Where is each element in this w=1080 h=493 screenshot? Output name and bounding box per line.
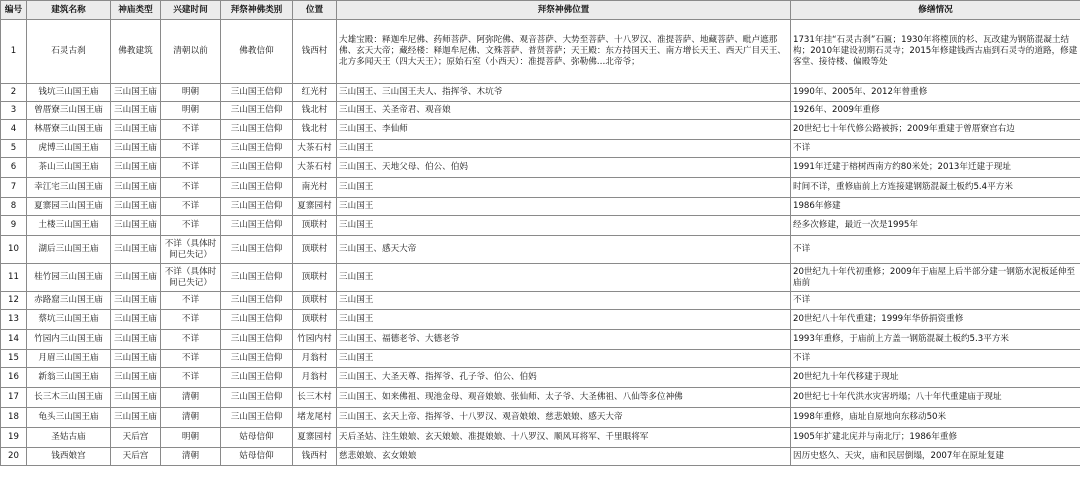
- table-row: [1, 102, 1080, 120]
- cell-no: 5: [1, 140, 27, 158]
- cell-location: 顶联村: [293, 310, 337, 330]
- cell-category: 三山国王信仰: [221, 292, 293, 310]
- cell-name: 土楼三山国王庙: [27, 216, 111, 236]
- cell-type: 三山国王庙: [111, 408, 161, 428]
- cell-no: 4: [1, 120, 27, 140]
- cell-repair: 不详: [791, 236, 1080, 264]
- cell-repair: 不详: [791, 292, 1080, 310]
- cell-category: 三山国王信仰: [221, 330, 293, 350]
- cell-type: 三山国王庙: [111, 292, 161, 310]
- cell-time: 不详: [161, 178, 221, 198]
- cell-name: 湖后三山国王庙: [27, 236, 111, 264]
- cell-repair: 1731年挂“石灵古刹”石匾；1930年将樘顶的杉、瓦改建为钢筋混凝土结构；2010年建设初期石灵寺；2015年修建钱西古庙到石灵寺的道路，修建客堂、接待楼、偏殿等处: [791, 20, 1080, 84]
- table-row: [1, 388, 1080, 408]
- cell-location: 堵龙尾村: [293, 408, 337, 428]
- cell-type: 三山国王庙: [111, 264, 161, 292]
- table-row: [1, 120, 1080, 140]
- cell-type: 三山国王庙: [111, 198, 161, 216]
- cell-no: 7: [1, 178, 27, 198]
- cell-time: 不详: [161, 368, 221, 388]
- cell-no: 20: [1, 448, 27, 466]
- header-deity: 拜祭神佛位置: [337, 1, 791, 20]
- cell-deity: 三山国王、天地父母、伯公、伯妈: [337, 158, 791, 178]
- cell-type: 三山国王庙: [111, 120, 161, 140]
- cell-time: 不详（具体时间已失记）: [161, 236, 221, 264]
- cell-type: 三山国王庙: [111, 368, 161, 388]
- cell-deity: 三山国王: [337, 310, 791, 330]
- cell-deity: 三山国王: [337, 178, 791, 198]
- cell-name: 龟头三山国王庙: [27, 408, 111, 428]
- cell-no: 2: [1, 84, 27, 102]
- cell-deity: 大雄宝殿：释迦牟尼佛、药师菩萨、阿弥陀佛、观音菩萨、大势至菩萨、十八罗汉、准提菩萨、地藏菩萨、毗卢遮那佛、玄天大帝；藏经楼：释迦牟尼佛、文殊菩萨、普贤菩萨；天王殿：东方持国天王、南方增长天王、西天广目天王、北方多闻天王（四大天王）；原始石室（小西天）：准提菩萨、弥勒佛…北帝爷；: [337, 20, 791, 84]
- cell-no: 1: [1, 20, 27, 84]
- cell-repair: 1986年修建: [791, 198, 1080, 216]
- cell-no: 11: [1, 264, 27, 292]
- cell-category: 三山国王信仰: [221, 102, 293, 120]
- cell-no: 10: [1, 236, 27, 264]
- cell-category: 姑母信仰: [221, 448, 293, 466]
- cell-deity: 三山国王: [337, 216, 791, 236]
- cell-category: 三山国王信仰: [221, 198, 293, 216]
- cell-name: 长三木三山国王庙: [27, 388, 111, 408]
- cell-time: 不详: [161, 310, 221, 330]
- cell-deity: 三山国王: [337, 350, 791, 368]
- cell-deity: 三山国王、李仙师: [337, 120, 791, 140]
- cell-no: 19: [1, 428, 27, 448]
- table-row: [1, 428, 1080, 448]
- cell-name: 圣姑古庙: [27, 428, 111, 448]
- cell-type: 天后宫: [111, 428, 161, 448]
- cell-name: 石灵古刹: [27, 20, 111, 84]
- cell-name: 钱坑三山国王庙: [27, 84, 111, 102]
- table-row: [1, 292, 1080, 310]
- cell-category: 三山国王信仰: [221, 120, 293, 140]
- cell-type: 佛教建筑: [111, 20, 161, 84]
- cell-location: 长三木村: [293, 388, 337, 408]
- cell-repair: 20世纪七十年代修公路被拆；2009年重建于曾厝寮宫右边: [791, 120, 1080, 140]
- cell-repair: 时间不详，重修庙前上方连接建钢筋混凝土板约5.4平方米: [791, 178, 1080, 198]
- cell-name: 林厝寮三山国王庙: [27, 120, 111, 140]
- header-row: [1, 1, 1080, 20]
- cell-deity: 三山国王: [337, 140, 791, 158]
- cell-name: 虎博三山国王庙: [27, 140, 111, 158]
- cell-type: 三山国王庙: [111, 140, 161, 158]
- cell-repair: 1991年迁建于榕树西南方约80米处；2013年迁建于现址: [791, 158, 1080, 178]
- cell-name: 赤路窟三山国王庙: [27, 292, 111, 310]
- cell-time: 不详: [161, 350, 221, 368]
- cell-repair: 1905年扩建北庑并与南北厅；1986年重修: [791, 428, 1080, 448]
- cell-time: 不详（具体时间已失记）: [161, 264, 221, 292]
- table-row: [1, 236, 1080, 264]
- cell-no: 13: [1, 310, 27, 330]
- cell-location: 顶联村: [293, 216, 337, 236]
- cell-location: 钱北村: [293, 102, 337, 120]
- cell-deity: 三山国王、感天大帝: [337, 236, 791, 264]
- cell-location: 夏寨园村: [293, 428, 337, 448]
- cell-time: 不详: [161, 158, 221, 178]
- cell-location: 竹园内村: [293, 330, 337, 350]
- cell-type: 三山国王庙: [111, 84, 161, 102]
- cell-type: 三山国王庙: [111, 216, 161, 236]
- cell-type: 三山国王庙: [111, 178, 161, 198]
- table-row: [1, 310, 1080, 330]
- cell-repair: 不详: [791, 350, 1080, 368]
- cell-type: 三山国王庙: [111, 158, 161, 178]
- cell-type: 三山国王庙: [111, 350, 161, 368]
- cell-deity: 慈悲娘娘、玄女娘娘: [337, 448, 791, 466]
- table-row: [1, 216, 1080, 236]
- cell-location: 红光村: [293, 84, 337, 102]
- cell-repair: 因历史悠久、天灾，庙和民居倒塌，2007年在原址复建: [791, 448, 1080, 466]
- cell-time: 不详: [161, 216, 221, 236]
- cell-name: 新翁三山国王庙: [27, 368, 111, 388]
- table-row: [1, 178, 1080, 198]
- cell-name: 蔡坑三山国王庙: [27, 310, 111, 330]
- header-name: 建筑名称: [27, 1, 111, 20]
- table-row: [1, 264, 1080, 292]
- header-category: 拜祭神佛类别: [221, 1, 293, 20]
- cell-no: 6: [1, 158, 27, 178]
- cell-no: 14: [1, 330, 27, 350]
- table-row: [1, 408, 1080, 428]
- cell-name: 钱西娘宫: [27, 448, 111, 466]
- cell-time: 不详: [161, 120, 221, 140]
- cell-no: 18: [1, 408, 27, 428]
- cell-category: 三山国王信仰: [221, 178, 293, 198]
- cell-time: 明朝: [161, 84, 221, 102]
- cell-category: 三山国王信仰: [221, 236, 293, 264]
- cell-no: 8: [1, 198, 27, 216]
- table-row: [1, 140, 1080, 158]
- cell-category: 佛教信仰: [221, 20, 293, 84]
- cell-deity: 三山国王: [337, 292, 791, 310]
- cell-repair: 1926年、2009年重修: [791, 102, 1080, 120]
- cell-category: 姑母信仰: [221, 428, 293, 448]
- cell-time: 清朝: [161, 388, 221, 408]
- cell-category: 三山国王信仰: [221, 216, 293, 236]
- cell-type: 三山国王庙: [111, 388, 161, 408]
- cell-repair: 1998年重修，庙址自原地向东移动50米: [791, 408, 1080, 428]
- cell-location: 南光村: [293, 178, 337, 198]
- header-type: 神庙类型: [111, 1, 161, 20]
- cell-name: 桂竹园三山国王庙: [27, 264, 111, 292]
- cell-deity: 三山国王: [337, 264, 791, 292]
- cell-name: 夏寨园三山国王庙: [27, 198, 111, 216]
- cell-category: 三山国王信仰: [221, 350, 293, 368]
- cell-type: 三山国王庙: [111, 236, 161, 264]
- header-location: 位置: [293, 1, 337, 20]
- header-repair: 修缮情况: [791, 1, 1080, 20]
- cell-time: 清朝以前: [161, 20, 221, 84]
- cell-category: 三山国王信仰: [221, 264, 293, 292]
- cell-category: 三山国王信仰: [221, 140, 293, 158]
- cell-no: 9: [1, 216, 27, 236]
- cell-time: 不详: [161, 330, 221, 350]
- cell-repair: 经多次修建，最近一次是1995年: [791, 216, 1080, 236]
- cell-type: 三山国王庙: [111, 310, 161, 330]
- cell-category: 三山国王信仰: [221, 368, 293, 388]
- cell-location: 顶联村: [293, 292, 337, 310]
- cell-time: 不详: [161, 292, 221, 310]
- cell-location: 钱西村: [293, 448, 337, 466]
- table-row: [1, 330, 1080, 350]
- cell-no: 15: [1, 350, 27, 368]
- header-time: 兴建时间: [161, 1, 221, 20]
- cell-deity: 三山国王、玄天上帝、指挥爷、十八罗汉、观音娘娘、慈悲娘娘、感天大帝: [337, 408, 791, 428]
- cell-location: 顶联村: [293, 264, 337, 292]
- cell-category: 三山国王信仰: [221, 408, 293, 428]
- cell-name: 月眉三山国王庙: [27, 350, 111, 368]
- cell-name: 曾厝寮三山国王庙: [27, 102, 111, 120]
- cell-deity: 三山国王、福德老爷、大德老爷: [337, 330, 791, 350]
- table-row: [1, 158, 1080, 178]
- cell-repair: 1990年、2005年、2012年曾重修: [791, 84, 1080, 102]
- cell-time: 明朝: [161, 102, 221, 120]
- cell-repair: 1993年重修，于庙前上方盖一钢筋混凝土板约5.3平方米: [791, 330, 1080, 350]
- cell-time: 不详: [161, 140, 221, 158]
- cell-location: 钱西村: [293, 20, 337, 84]
- header-no: 编号: [1, 1, 27, 20]
- cell-name: 茶山三山国王庙: [27, 158, 111, 178]
- cell-deity: 三山国王、三山国王夫人、指挥爷、木坑爷: [337, 84, 791, 102]
- cell-location: 顶联村: [293, 236, 337, 264]
- cell-name: 幸江宅三山国王庙: [27, 178, 111, 198]
- cell-type: 三山国王庙: [111, 102, 161, 120]
- cell-deity: 三山国王、大圣天尊、指挥爷、孔子爷、伯公、伯妈: [337, 368, 791, 388]
- table-row: [1, 368, 1080, 388]
- cell-repair: 20世纪七十年代洪水灾害坍塌；八十年代重建庙于现址: [791, 388, 1080, 408]
- cell-deity: 天后圣姑、注生娘娘、玄天娘娘、准提娘娘、十八罗汉、顺风耳将军、千里眼将军: [337, 428, 791, 448]
- cell-time: 明朝: [161, 428, 221, 448]
- table-row: [1, 20, 1080, 84]
- cell-location: 月翁村: [293, 368, 337, 388]
- cell-deity: 三山国王: [337, 198, 791, 216]
- cell-repair: 20世纪九十年代初重修；2009年于庙屋上后半部分建一钢筋水泥板延伸至庙前: [791, 264, 1080, 292]
- cell-category: 三山国王信仰: [221, 84, 293, 102]
- cell-repair: 20世纪九十年代移建于现址: [791, 368, 1080, 388]
- table-row: [1, 84, 1080, 102]
- cell-time: 清朝: [161, 448, 221, 466]
- cell-category: 三山国王信仰: [221, 310, 293, 330]
- cell-no: 16: [1, 368, 27, 388]
- cell-location: 夏寨园村: [293, 198, 337, 216]
- cell-time: 不详: [161, 198, 221, 216]
- cell-category: 三山国王信仰: [221, 388, 293, 408]
- cell-location: 大茶石村: [293, 140, 337, 158]
- table-row: [1, 350, 1080, 368]
- cell-location: 月翁村: [293, 350, 337, 368]
- cell-deity: 三山国王、如来佛祖、现池金母、观音娘娘、张仙师、太子爷、大圣佛祖、八仙等多位神佛: [337, 388, 791, 408]
- cell-time: 清朝: [161, 408, 221, 428]
- cell-no: 12: [1, 292, 27, 310]
- cell-deity: 三山国王、关圣帝君、观音娘: [337, 102, 791, 120]
- cell-no: 17: [1, 388, 27, 408]
- cell-repair: 20世纪八十年代重建；1999年华侨捐资重修: [791, 310, 1080, 330]
- cell-no: 3: [1, 102, 27, 120]
- table-row: [1, 448, 1080, 466]
- cell-category: 三山国王信仰: [221, 158, 293, 178]
- table-row: [1, 198, 1080, 216]
- cell-name: 竹园内三山国王庙: [27, 330, 111, 350]
- cell-location: 大茶石村: [293, 158, 337, 178]
- cell-location: 钱北村: [293, 120, 337, 140]
- cell-type: 天后宫: [111, 448, 161, 466]
- cell-type: 三山国王庙: [111, 330, 161, 350]
- cell-repair: 不详: [791, 140, 1080, 158]
